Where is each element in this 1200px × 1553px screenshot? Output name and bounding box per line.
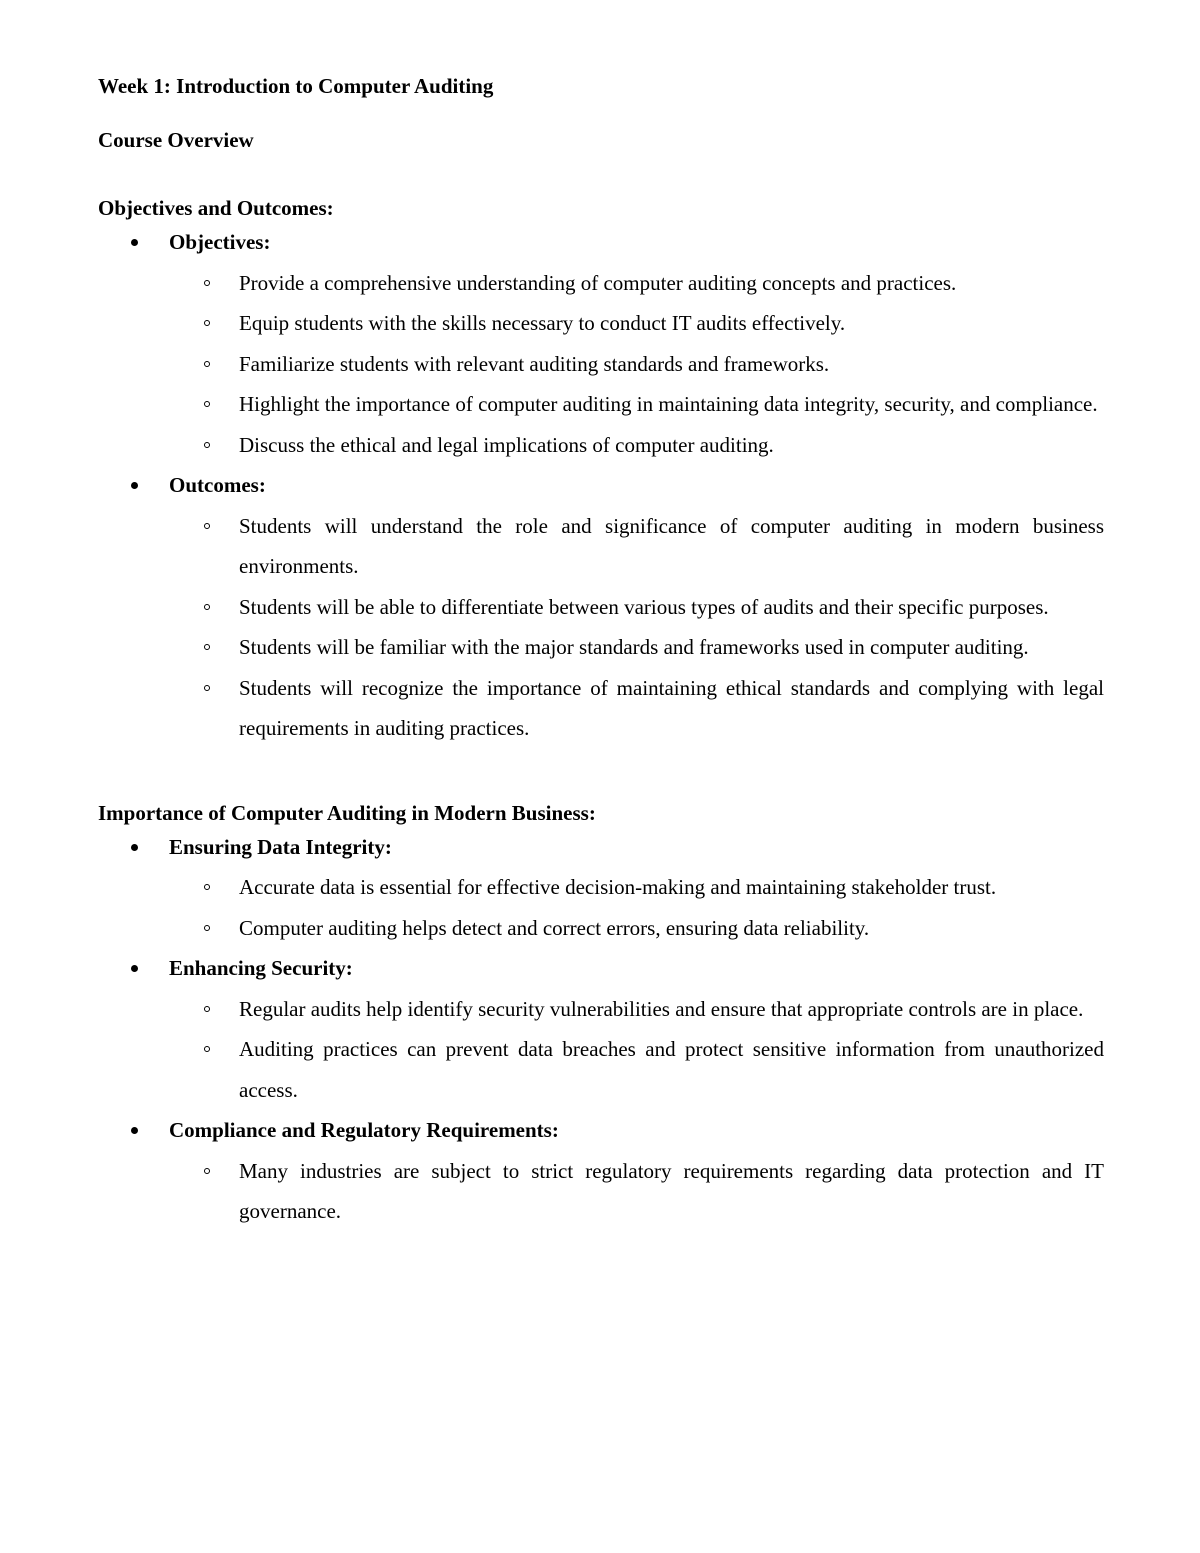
list-item-data-integrity bbox=[98, 827, 1104, 949]
list-item bbox=[169, 867, 1104, 908]
list-item bbox=[169, 384, 1104, 425]
list-item-text: Provide a comprehensive understanding of computer auditing concepts and practices. bbox=[239, 270, 957, 295]
list-item bbox=[169, 303, 1104, 344]
data-integrity-sublist bbox=[169, 867, 1104, 948]
document-page bbox=[98, 72, 1104, 1232]
list-item-text: Equip students with the skills necessary to conduct IT audits effectively. bbox=[239, 311, 846, 335]
data-integrity-label: Ensuring Data Integrity: bbox=[169, 834, 392, 859]
circle-bullet-icon bbox=[204, 604, 210, 610]
circle-bullet-icon bbox=[204, 644, 210, 650]
list-item-text: Computer auditing helps detect and correct errors, ensuring data reliability. bbox=[239, 915, 870, 940]
list-item bbox=[169, 989, 1104, 1030]
compliance-sublist bbox=[169, 1151, 1104, 1232]
circle-bullet-icon bbox=[204, 523, 210, 529]
circle-bullet-icon bbox=[204, 925, 210, 931]
list-item bbox=[169, 908, 1104, 949]
list-item bbox=[169, 344, 1104, 385]
security-label: Enhancing Security: bbox=[169, 956, 353, 980]
list-item bbox=[169, 263, 1104, 304]
list-item-text: Students will be able to differentiate between various types of audits and their specific purposes. bbox=[239, 594, 1049, 619]
list-item-text: Highlight the importance of computer auditing in maintaining data integrity, security, and compliance. bbox=[239, 392, 1098, 416]
importance-list bbox=[98, 827, 1104, 1232]
list-item-objectives bbox=[98, 222, 1104, 465]
list-item-text: Students will be familiar with the major standards and frameworks used in computer auditing. bbox=[239, 635, 1029, 659]
list-item bbox=[169, 1029, 1104, 1110]
list-item-text: Accurate data is essential for effective decision-making and maintaining stakeholder trust. bbox=[239, 875, 997, 899]
circle-bullet-icon bbox=[204, 1006, 210, 1012]
circle-bullet-icon bbox=[204, 442, 210, 448]
list-item-outcomes bbox=[98, 465, 1104, 749]
list-item-text: Regular audits help identify security vulnerabilities and ensure that appropriate controls are in place. bbox=[239, 996, 1084, 1021]
circle-bullet-icon bbox=[204, 1046, 210, 1052]
list-item bbox=[169, 506, 1104, 587]
circle-bullet-icon bbox=[204, 280, 210, 286]
bullet-icon bbox=[131, 239, 138, 246]
circle-bullet-icon bbox=[204, 1168, 210, 1174]
objectives-outcomes-list bbox=[98, 222, 1104, 749]
list-item-compliance bbox=[98, 1110, 1104, 1232]
objectives-outcomes-heading: Objectives and Outcomes: bbox=[98, 196, 334, 220]
bullet-icon bbox=[131, 482, 138, 489]
circle-bullet-icon bbox=[204, 361, 210, 367]
compliance-label: Compliance and Regulatory Requirements: bbox=[169, 1118, 559, 1142]
list-item bbox=[169, 425, 1104, 466]
list-item-text: Auditing practices can prevent data breaches and protect sensitive information from unauthorized access. bbox=[239, 1037, 1104, 1102]
outcomes-sublist bbox=[169, 506, 1104, 749]
list-item-text: Familiarize students with relevant auditing standards and frameworks. bbox=[239, 351, 830, 376]
list-item-security bbox=[98, 948, 1104, 1110]
list-item bbox=[169, 627, 1104, 668]
course-overview-heading: Course Overview bbox=[98, 128, 254, 152]
circle-bullet-icon bbox=[204, 401, 210, 407]
bullet-icon bbox=[131, 844, 138, 851]
list-item bbox=[169, 668, 1104, 749]
security-sublist bbox=[169, 989, 1104, 1111]
circle-bullet-icon bbox=[204, 320, 210, 326]
bullet-icon bbox=[131, 965, 138, 972]
list-item bbox=[169, 587, 1104, 628]
list-item-text: Students will recognize the importance of maintaining ethical standards and complying with legal requirements in auditing practices. bbox=[239, 675, 1104, 740]
circle-bullet-icon bbox=[204, 884, 210, 890]
page-title: Week 1: Introduction to Computer Auditing bbox=[98, 74, 494, 98]
objectives-sublist bbox=[169, 263, 1104, 466]
circle-bullet-icon bbox=[204, 685, 210, 691]
importance-heading: Importance of Computer Auditing in Modern Business: bbox=[98, 800, 596, 825]
list-item-text: Many industries are subject to strict regulatory requirements regarding data protection and IT governance. bbox=[239, 1158, 1104, 1223]
outcomes-label: Outcomes: bbox=[169, 473, 266, 497]
list-item-text: Students will understand the role and significance of computer auditing in modern business environments. bbox=[239, 513, 1104, 578]
list-item bbox=[169, 1151, 1104, 1232]
list-item-text: Discuss the ethical and legal implications of computer auditing. bbox=[239, 432, 774, 457]
objectives-label: Objectives: bbox=[169, 230, 271, 254]
bullet-icon bbox=[131, 1127, 138, 1134]
